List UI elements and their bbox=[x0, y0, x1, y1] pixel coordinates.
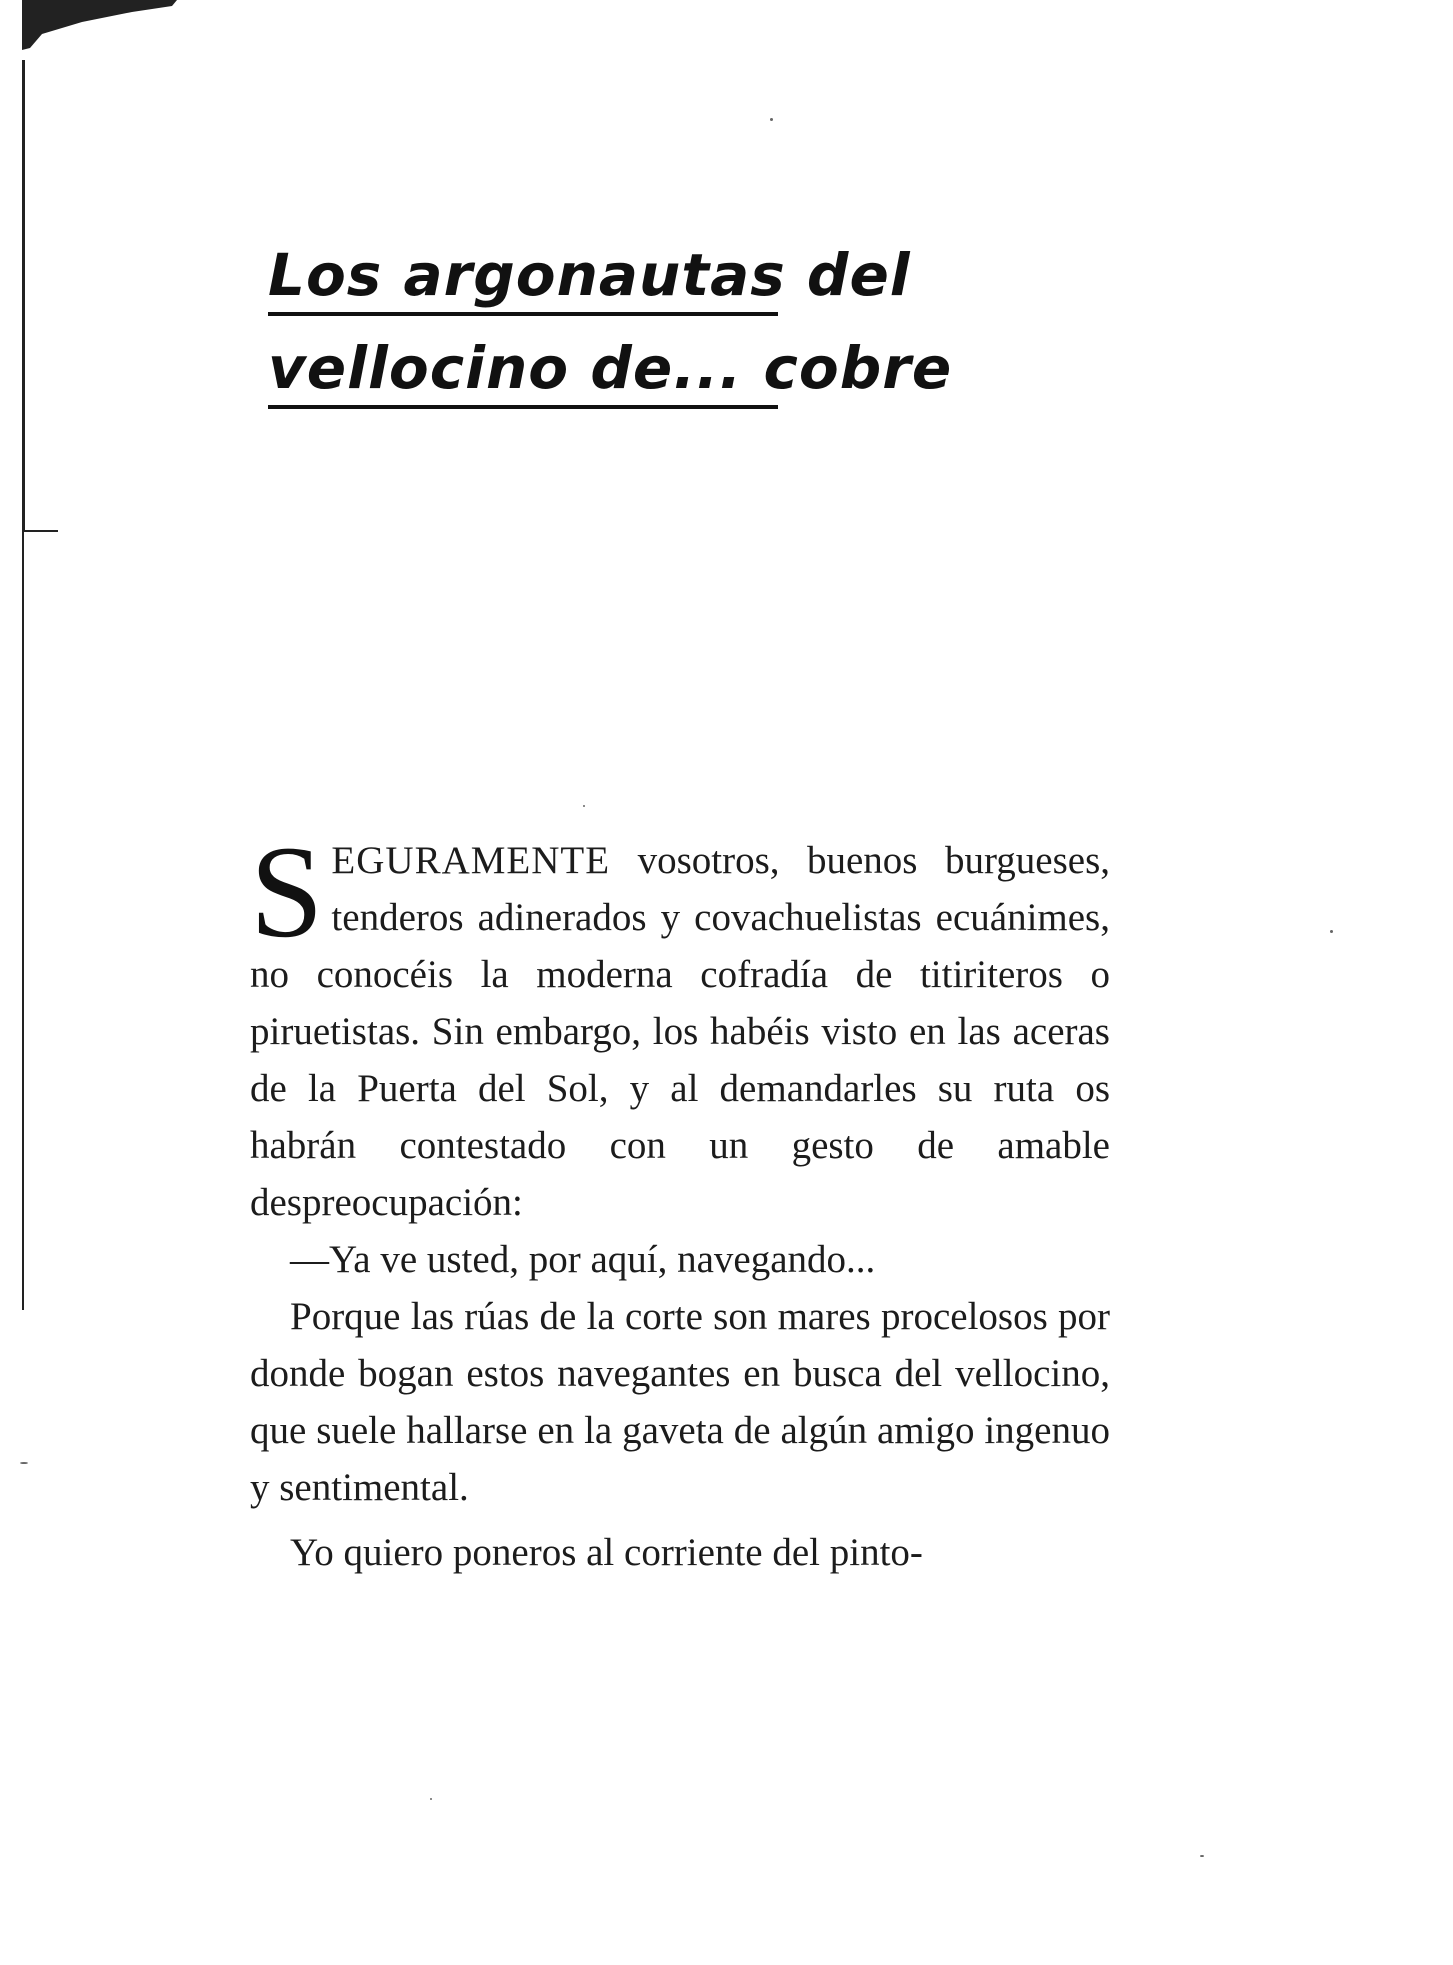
scan-speck bbox=[583, 805, 585, 807]
drop-cap: S bbox=[250, 818, 324, 965]
paragraph-1 bbox=[250, 818, 1110, 1231]
scan-speck bbox=[1200, 1855, 1204, 1857]
paragraph-1-text: vosotros, buenos burgueses, tenderos adinerados y covachuelistas ecuánimes, no conocéis la moderna cofradía de titiriteros o piruetistas. Sin embargo, los habéis visto en las aceras de la Puerta del Sol, y al demandarles su ruta os habrán contestado con un gesto de amable despreocupación: bbox=[250, 839, 1110, 1224]
opening-caps: EGURAMENTE bbox=[331, 839, 611, 882]
scan-speck bbox=[20, 1462, 28, 1464]
scan-edge-line bbox=[22, 60, 25, 530]
scan-corner-mark bbox=[22, 0, 177, 50]
body-text bbox=[250, 818, 1110, 1581]
scan-speck bbox=[770, 118, 773, 121]
scan-edge-tick bbox=[22, 530, 58, 532]
paragraph-3: Porque las rúas de la corte son mares procelosos por donde bogan estos navegantes en busca del vellocino, que suele hallarse en la gaveta de algún amigo ingenuo y sentimental. bbox=[250, 1295, 1110, 1509]
paragraph-2-dialogue: —Ya ve usted, por aquí, navegando... bbox=[290, 1238, 876, 1281]
paragraph-4: Yo quiero poneros al corriente del pinto- bbox=[290, 1531, 923, 1574]
scan-speck bbox=[430, 1798, 432, 1800]
chapter-title-line-1: Los argonautas del bbox=[268, 240, 778, 316]
chapter-title-line-2: vellocino de... cobre bbox=[268, 333, 778, 409]
scan-edge-line-lower bbox=[22, 530, 24, 1310]
scan-speck bbox=[1330, 930, 1333, 933]
